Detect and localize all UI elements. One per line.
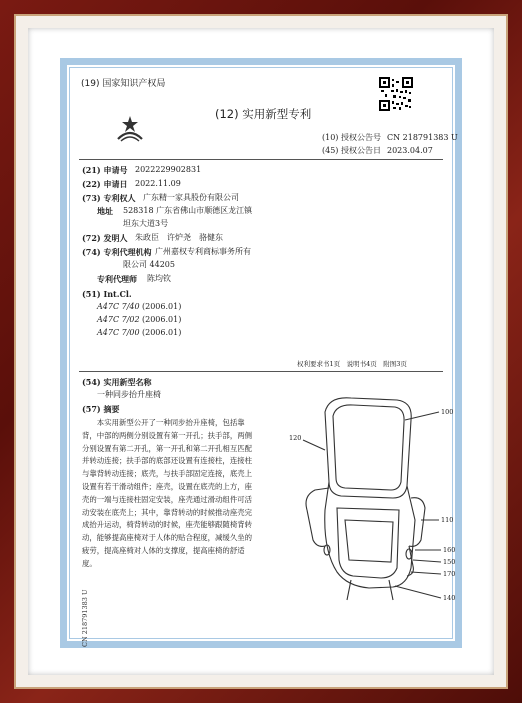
inventors: 朱政臣 许炉尧 骆健东 (135, 233, 223, 242)
app-no: 2022229902831 (135, 165, 202, 174)
ipc-code-1: A47C 7/40 (97, 302, 140, 311)
owner-label: (73) 专利权人 (82, 193, 136, 203)
abstract-label: (57) 摘要 (82, 404, 120, 414)
pub-no: CN 218791383 U (387, 133, 458, 142)
figure-label-160: 160 (443, 546, 456, 554)
figure-label-170: 170 (443, 570, 456, 578)
ipc-ver-3: (2006.01) (142, 328, 182, 337)
patent-type-title: (12) 实用新型专利 (215, 107, 312, 121)
ipc-ver-2: (2006.01) (142, 315, 182, 324)
pub-no-label: (10) 授权公告号 (322, 133, 381, 142)
address-line2: 坦东大道3号 (123, 219, 169, 228)
figure-label-120: 120 (289, 434, 302, 442)
app-date: 2022.11.09 (135, 179, 181, 188)
side-publication-number: CN 218791383 U (81, 589, 89, 647)
ipc-code-2: A47C 7/02 (97, 315, 140, 324)
pub-date-label: (45) 授权公告日 (322, 146, 381, 155)
agency-line2: 限公司 44205 (123, 260, 175, 269)
biblio-divider (79, 371, 443, 372)
agency-label: (74) 专利代理机构 (82, 247, 152, 257)
pub-date: 2023.04.07 (387, 146, 433, 155)
title-label: (54) 实用新型名称 (82, 377, 152, 387)
app-no-label: (21) 申请号 (82, 165, 128, 175)
qr-code (379, 77, 413, 111)
chair-figure (289, 390, 459, 615)
pages-info: 权利要求书1页 说明书4页 附图3页 (297, 360, 407, 368)
cnipa-logo (115, 113, 145, 143)
app-date-label: (22) 申请日 (82, 179, 128, 189)
header-divider (79, 159, 443, 160)
agency-line1: 广州嘉权专利商标事务所有 (155, 247, 251, 256)
patent-certificate (60, 58, 462, 648)
ipc-code-3: A47C 7/00 (97, 328, 140, 337)
ipc-label: (51) Int.Cl. (82, 289, 132, 299)
address-label: 地址 (97, 206, 113, 216)
figure-label-100: 100 (441, 408, 454, 416)
agent-label: 专利代理师 (97, 274, 137, 284)
figure-label-140: 140 (443, 594, 456, 602)
agent: 陈均钦 (147, 274, 171, 283)
office-name: (19) 国家知识产权局 (81, 79, 166, 89)
address-line1: 528318 广东省佛山市顺德区龙江镇 (123, 206, 253, 215)
inventors-label: (72) 发明人 (82, 233, 128, 243)
ipc-ver-1: (2006.01) (142, 302, 182, 311)
figure-label-110: 110 (441, 516, 454, 524)
abstract-text: 本实用新型公开了一种同步抬升座椅，包括靠背，中部的两侧分别设置有第一开孔；扶手部，两侧分别设置有第二开孔，第一开孔和第二开孔相互匹配并转动连接；扶手部的底部还设置有连接柱，连接柱与靠背转动连接；底壳，与扶手部固定连接，底壳上设置有若干滑动组件；座壳，设置在底壳的上方，座壳的一端与连接柱固定安装，座壳通过滑动组件可活动安装在底壳上；其中，靠背转动的时候推动座壳完成抬升运动，椅背转动的时候，座壳能够跟随椅背转动，能够提高座椅对于人体的贴合程度，减缓久坐的疲劳，提高座椅对人体的支撑度，提高座椅的舒适度。 (82, 418, 252, 568)
invention-title: 一种同步抬升座椅 (97, 390, 161, 399)
figure-label-150: 150 (443, 558, 456, 566)
owner: 广东精一家具股份有限公司 (143, 193, 239, 202)
